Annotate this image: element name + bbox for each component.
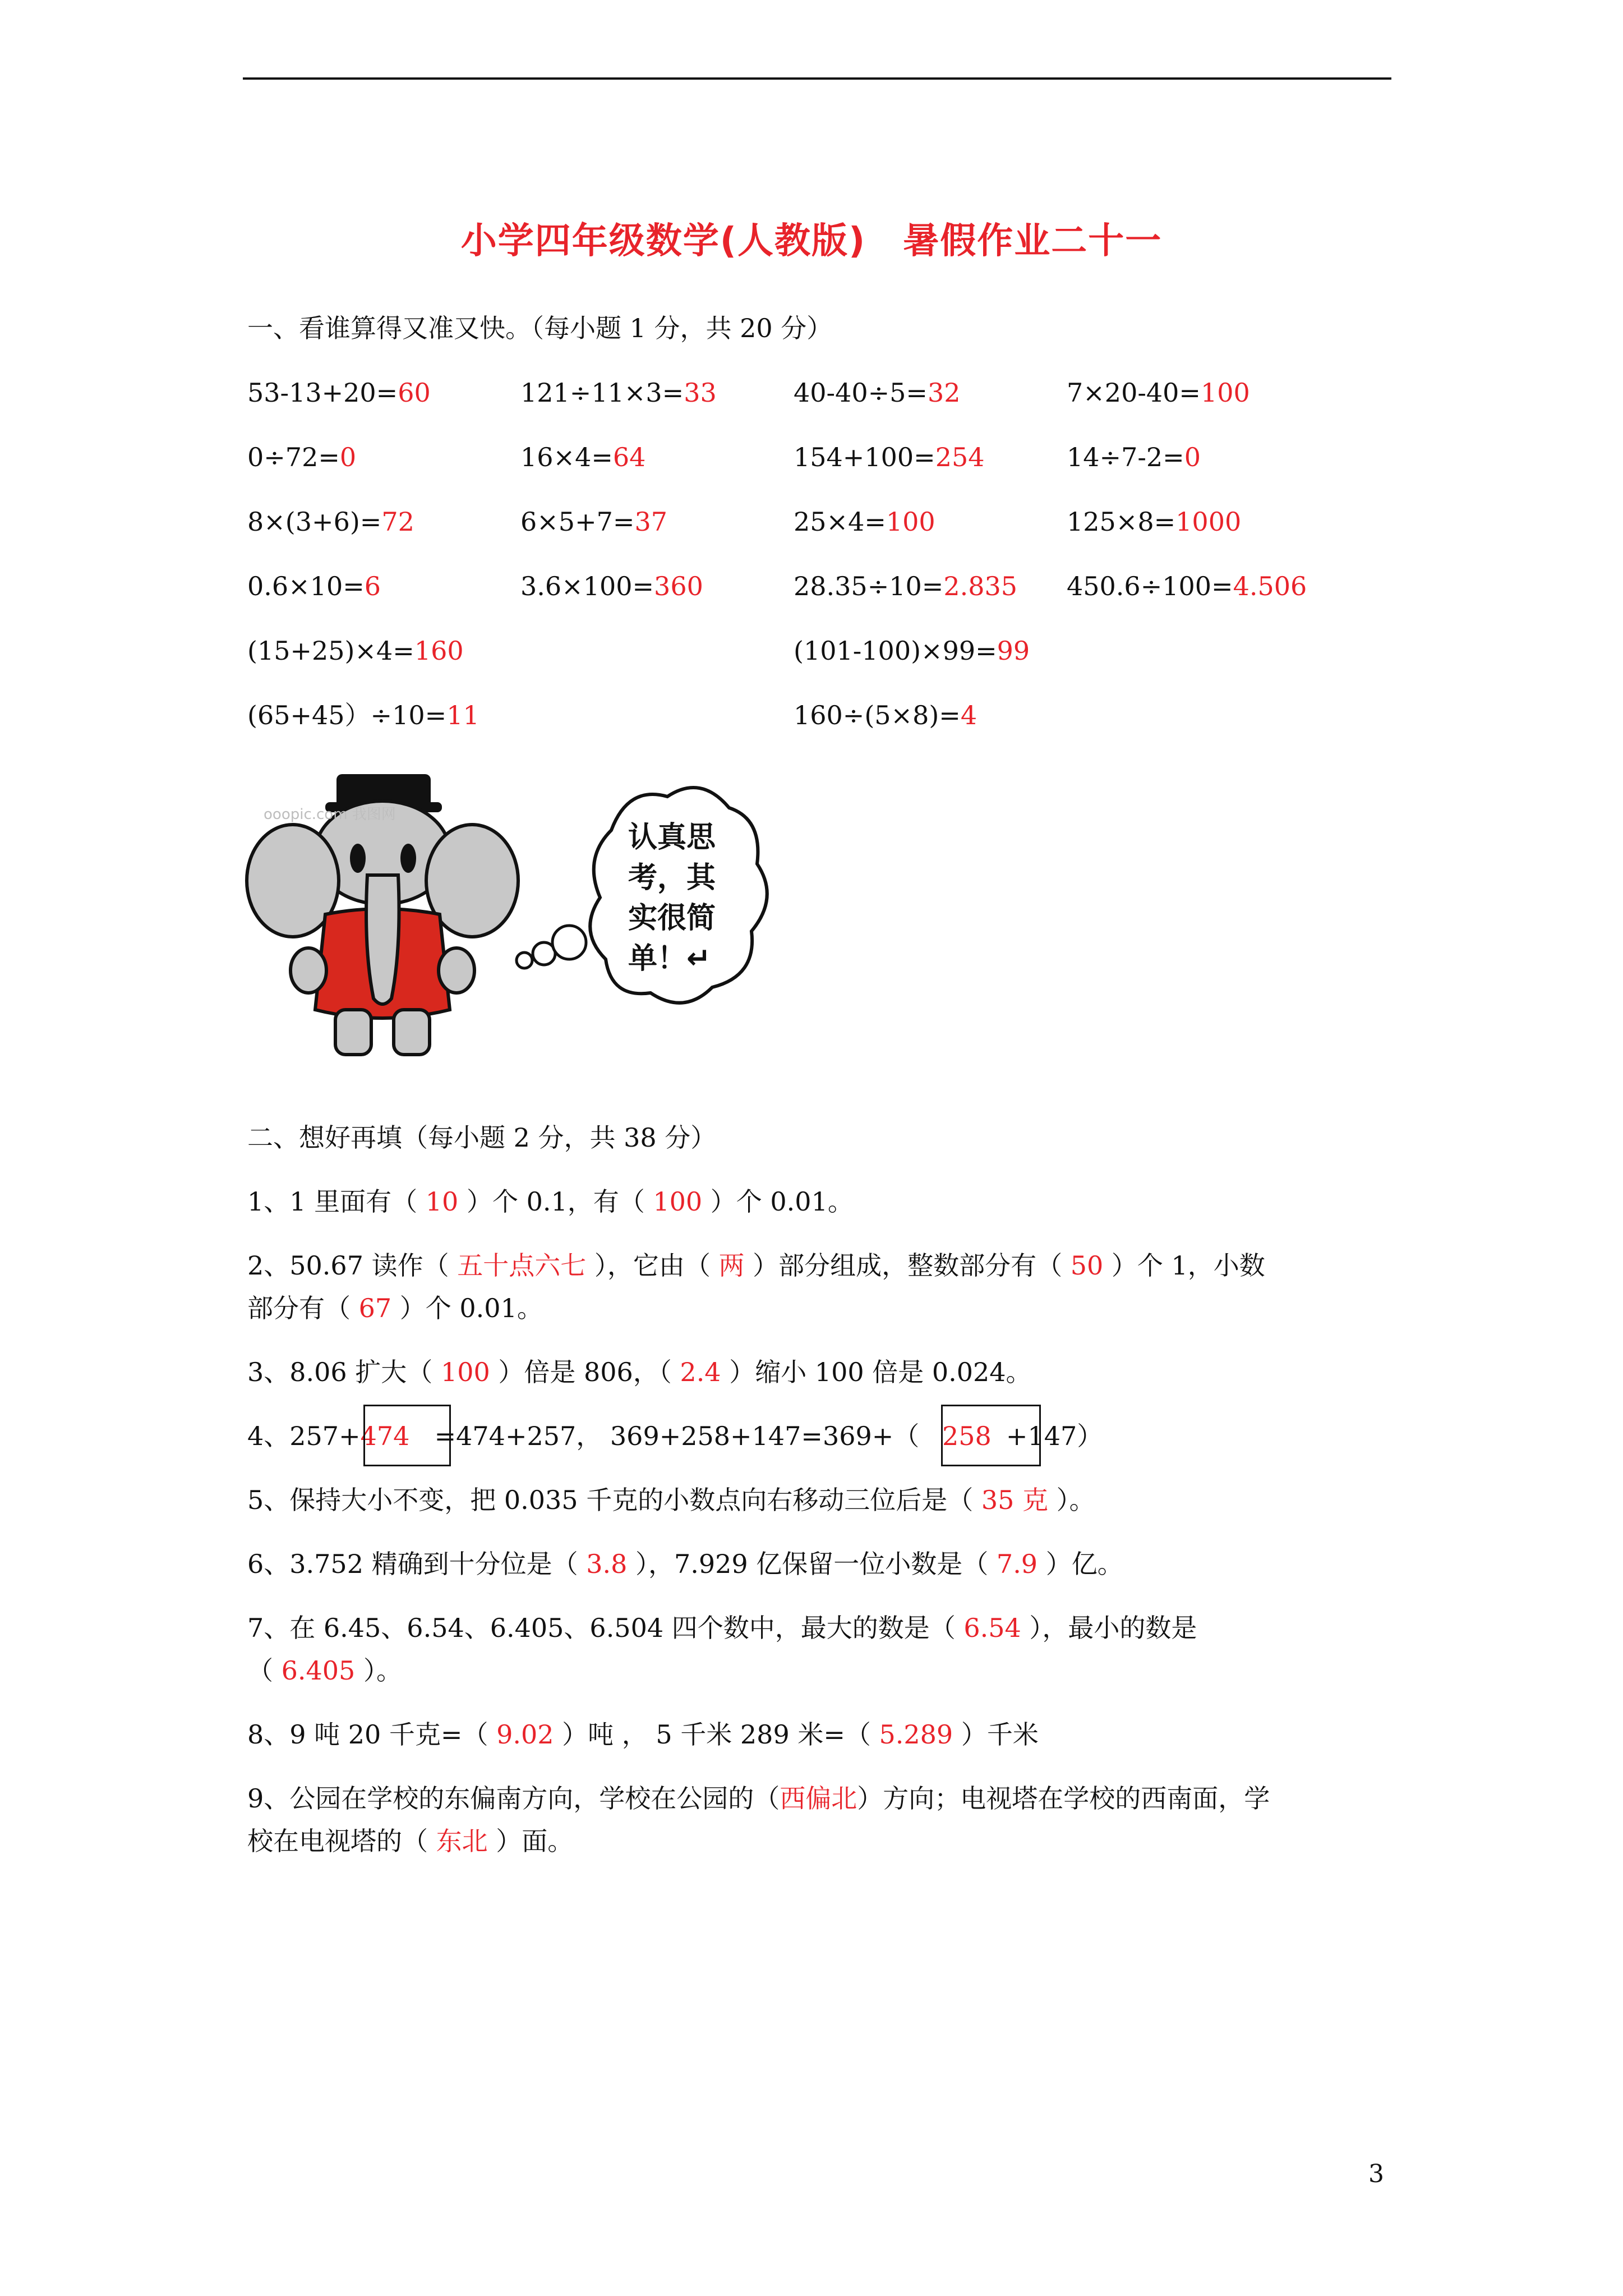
- calc-question: 121÷11×3=: [520, 378, 684, 408]
- calc-question: 53-13+20=: [247, 378, 398, 408]
- calc-answer: 1000: [1175, 507, 1242, 537]
- calc-item: [520, 376, 717, 409]
- speech-line: 考，其: [628, 861, 716, 895]
- calc-answer: 99: [997, 636, 1030, 666]
- calc-answer: 360: [654, 571, 703, 601]
- calc-item: [247, 569, 381, 603]
- answer-box-2: [941, 1405, 1041, 1466]
- question-3: 3、8.06 扩大（ 100 ）倍是 806，（ 2.4 ）缩小 100 倍是 0.024。: [247, 1357, 1032, 1387]
- page-title: 小学四年级数学(人教版) 暑假作业二十一: [460, 220, 1163, 262]
- calc-question: 3.6×100=: [520, 571, 654, 601]
- calc-answer: 254: [935, 442, 985, 472]
- calc-answer: 0: [339, 442, 357, 472]
- question-2-cont: 部分有（ 67 ）个 0.01。: [247, 1293, 543, 1323]
- question-1: 1、1 里面有（ 10 ）个 0.1，有（ 100 ）个 0.01。: [247, 1186, 854, 1217]
- calc-item: [1067, 440, 1201, 474]
- question-2: 2、50.67 读作（ 五十点六七 ），它由（ 两 ）部分组成，整数部分有（ 50 ）个 1，小数: [247, 1250, 1265, 1281]
- question-9: 9、公园在学校的东偏南方向，学校在公园的（西偏北）方向；电视塔在学校的西南面，学: [247, 1783, 1270, 1814]
- calc-question: (65+45）÷10=: [247, 700, 447, 730]
- calc-answer: 4.506: [1233, 571, 1307, 601]
- calc-item: [1067, 505, 1241, 539]
- calc-item: [794, 440, 985, 474]
- calc-question: (101-100)×99=: [794, 636, 997, 666]
- calc-question: (15+25)×4=: [247, 636, 414, 666]
- calc-answer: 6: [364, 571, 381, 601]
- question-7-cont: （ 6.405 ）。: [247, 1655, 402, 1686]
- elephant-illustration: [241, 763, 796, 1066]
- calc-answer: 100: [1200, 378, 1250, 408]
- calc-answer: 37: [634, 507, 667, 537]
- calc-item: [520, 505, 667, 539]
- calc-answer: 4: [960, 700, 978, 730]
- speech-line: 单！↵: [628, 942, 711, 976]
- header-rule: [243, 77, 1391, 80]
- question-5: 5、保持大小不变，把 0.035 千克的小数点向右移动三位后是（ 35 克 ）。: [247, 1485, 1095, 1515]
- calc-answer: 72: [381, 507, 414, 537]
- calc-item: [247, 505, 414, 539]
- calc-item: [794, 634, 1030, 668]
- calc-question: 8×(3+6)=: [247, 507, 382, 537]
- calc-item: [1067, 569, 1307, 603]
- calc-item: [794, 376, 961, 409]
- watermark: ooopic.com 我图网: [264, 806, 396, 823]
- calc-answer: 32: [927, 378, 961, 408]
- calc-item: [247, 698, 479, 732]
- question-9-cont: 校在电视塔的（ 东北 ）面。: [247, 1826, 574, 1856]
- calc-question: 154+100=: [794, 442, 935, 472]
- calc-question: 16×4=: [520, 442, 613, 472]
- calc-item: [794, 569, 1017, 603]
- calc-answer: 160: [414, 636, 464, 666]
- section2-heading: 二、想好再填（每小题 2 分，共 38 分）: [247, 1122, 717, 1153]
- calc-item: [520, 569, 703, 603]
- calc-answer: 2.835: [943, 571, 1018, 601]
- elephant-figure: [241, 763, 796, 1066]
- calc-answer: 0: [1184, 442, 1201, 472]
- calc-question: 0÷72=: [247, 442, 340, 472]
- speech-line: 认真思: [628, 821, 716, 854]
- calc-answer: 64: [612, 442, 646, 472]
- speech-line: 实很简: [628, 901, 716, 935]
- calc-item: [794, 505, 935, 539]
- page-number: 3: [1368, 2160, 1384, 2188]
- calc-item: [247, 634, 464, 668]
- calc-question: 28.35÷10=: [794, 571, 944, 601]
- calc-answer: 11: [446, 700, 479, 730]
- calc-answer: 100: [886, 507, 935, 537]
- calc-answer: 60: [398, 378, 431, 408]
- calc-item: [1067, 376, 1250, 409]
- question-6: 6、3.752 精确到十分位是（ 3.8 ），7.929 亿保留一位小数是（ 7.9 ）亿。: [247, 1549, 1123, 1579]
- calc-answer: 33: [684, 378, 717, 408]
- calc-question: 0.6×10=: [247, 571, 365, 601]
- calc-question: 25×4=: [794, 507, 886, 537]
- calc-item: [794, 698, 977, 732]
- question-7: 7、在 6.45、6.54、6.405、6.504 四个数中，最大的数是（ 6.54 ），最小的数是: [247, 1613, 1197, 1643]
- calc-question: 125×8=: [1067, 507, 1176, 537]
- calc-question: 40-40÷5=: [794, 378, 928, 408]
- section1-heading: 一、看谁算得又准又快。（每小题 1 分，共 20 分）: [247, 313, 833, 343]
- calc-question: 14÷7-2=: [1067, 442, 1184, 472]
- calc-item: [520, 440, 645, 474]
- calc-question: 450.6÷100=: [1067, 571, 1233, 601]
- calc-item: [247, 440, 356, 474]
- question-4: 4、257+474 =474+257， 369+258+147=369+（ 258 +147）: [247, 1421, 1103, 1451]
- question-8: 8、9 吨 20 千克=（ 9.02 ）吨 ， 5 千米 289 米=（ 5.289 ）千米: [247, 1719, 1039, 1750]
- calc-item: [247, 376, 431, 409]
- calc-question: 7×20-40=: [1067, 378, 1201, 408]
- calc-question: 160÷(5×8)=: [794, 700, 961, 730]
- answer-box-1: [363, 1405, 451, 1466]
- calc-question: 6×5+7=: [520, 507, 635, 537]
